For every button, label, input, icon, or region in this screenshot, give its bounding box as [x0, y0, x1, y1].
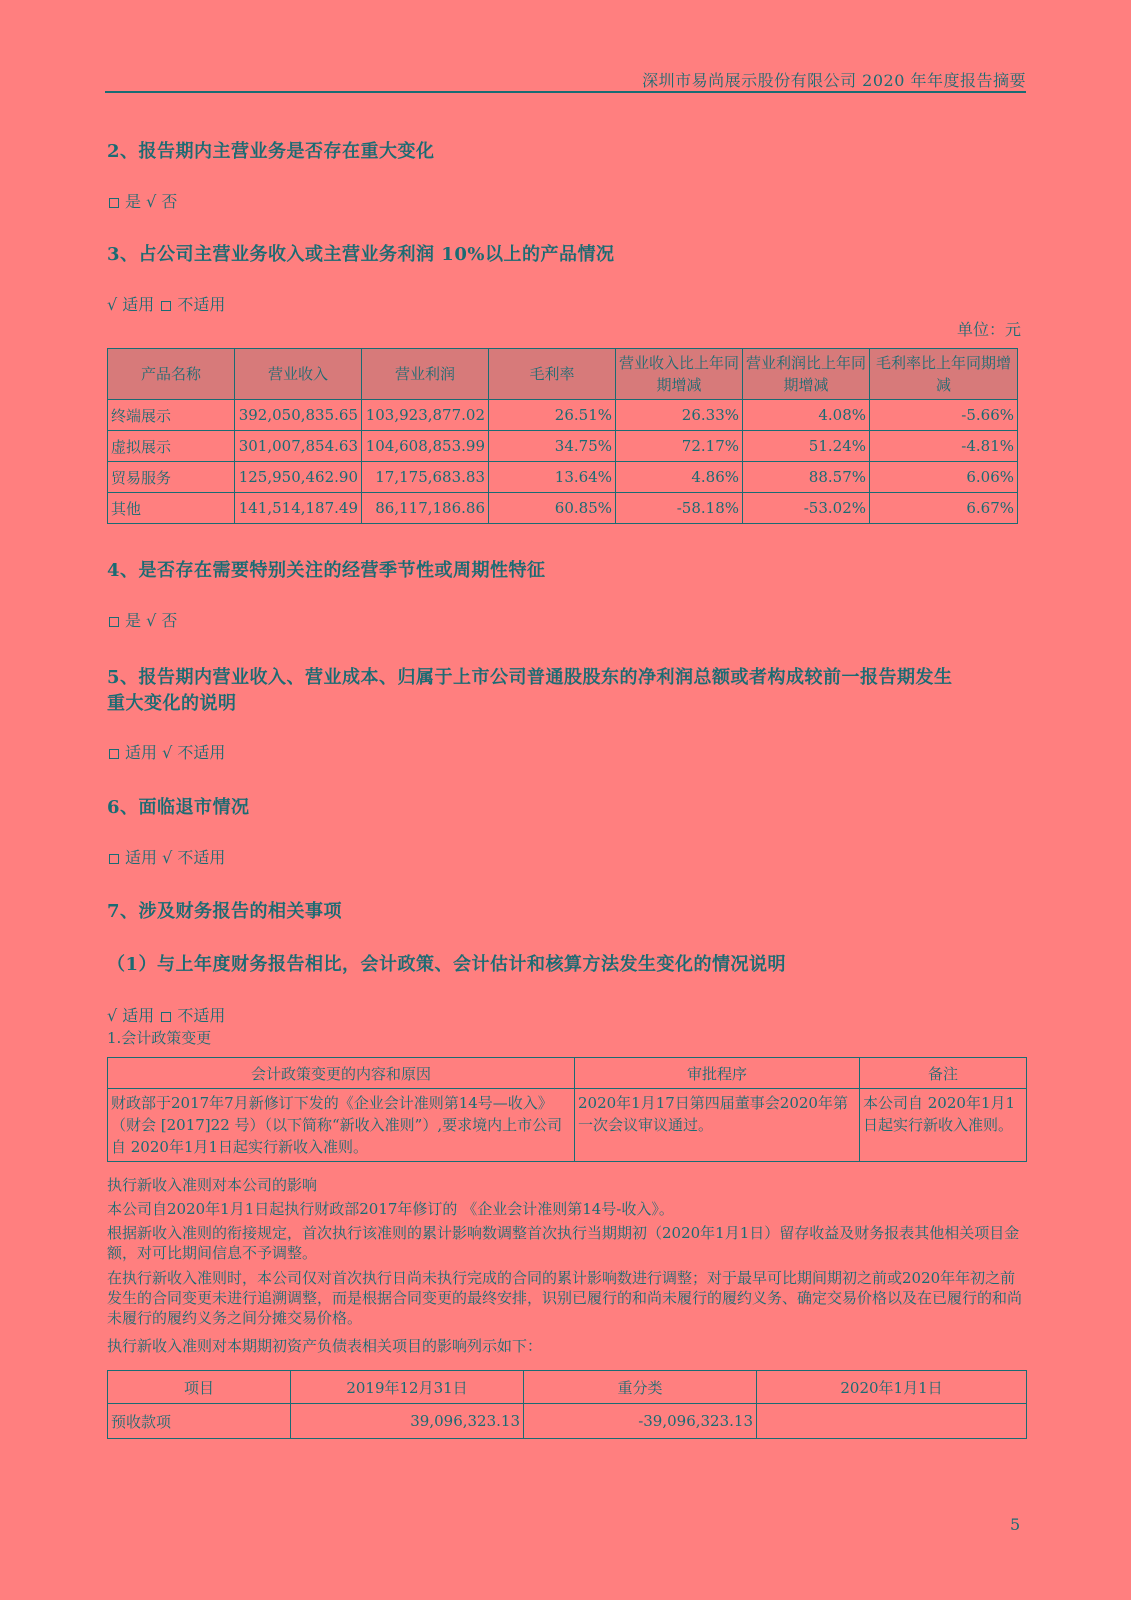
- section-7-heading: 7、涉及财务报告的相关事项: [107, 901, 343, 922]
- table-cell: 财政部于2017年7月新修订下发的《企业会计准则第14号—收入》（财会 [2017]22 号）（以下简称“新收入准则”）,要求境内上市公司自 2020年1月1日起实行新收入准则。: [108, 1089, 575, 1162]
- table-header-row: [108, 1371, 1027, 1404]
- column-header: 营业利润比上年同期增减: [743, 349, 870, 400]
- table-cell: 17,175,683.83: [362, 462, 489, 493]
- header-rule: [105, 91, 1026, 93]
- check-mark: √: [107, 1006, 118, 1025]
- table-cell: -53.02%: [743, 493, 870, 524]
- column-header: 2020年1月1日: [757, 1371, 1027, 1404]
- table-cell: 预收款项: [108, 1404, 291, 1439]
- section-2-options: 是 √ 否: [107, 189, 177, 212]
- table-cell: 6.06%: [870, 462, 1018, 493]
- page-header: 深圳市易尚展示股份有限公司 2020 年年度报告摘要: [642, 71, 1026, 90]
- column-header: 2019年12月31日: [291, 1371, 524, 1404]
- checkbox-empty: [109, 198, 119, 208]
- table-cell: 13.64%: [489, 462, 616, 493]
- item-1-label: 1.会计政策变更: [107, 1029, 212, 1047]
- checkbox-empty: [161, 1012, 171, 1022]
- column-header: 营业收入: [235, 349, 362, 400]
- impact-table: [107, 1370, 1027, 1439]
- column-header: 重分类: [524, 1371, 757, 1404]
- paragraph: 执行新收入准则对本公司的影响: [107, 1176, 318, 1194]
- column-header: 毛利率: [489, 349, 616, 400]
- table-cell: 301,007,854.63: [235, 431, 362, 462]
- check-mark: √: [162, 743, 173, 762]
- page-number: 5: [1010, 1515, 1021, 1534]
- table-header-row: [108, 1058, 1027, 1089]
- table-cell: 72.17%: [616, 431, 743, 462]
- checkbox-empty: [109, 617, 119, 627]
- table-cell: 26.33%: [616, 400, 743, 431]
- table-cell: 392,050,835.65: [235, 400, 362, 431]
- check-mark: √: [162, 848, 173, 867]
- paragraph: 执行新收入准则对本期期初资产负债表相关项目的影响列示如下：: [107, 1337, 543, 1355]
- section-2-heading: 2、报告期内主营业务是否存在重大变化: [107, 141, 435, 162]
- table-row: [108, 400, 1018, 431]
- check-mark: √: [146, 192, 157, 211]
- section-4-heading: 4、是否存在需要特别关注的经营季节性或周期性特征: [107, 560, 546, 581]
- table-cell: 88.57%: [743, 462, 870, 493]
- section-3-heading: 3、占公司主营业务收入或主营业务利润 10%以上的产品情况: [107, 244, 615, 265]
- table-cell: [757, 1404, 1027, 1439]
- check-mark: √: [107, 295, 118, 314]
- section-7-options: √ 适用 不适用: [107, 1006, 226, 1025]
- table-cell: 贸易服务: [108, 462, 235, 493]
- table-header-row: [108, 349, 1018, 400]
- table-cell: 本公司自 2020年1月1日起实行新收入准则。: [860, 1089, 1027, 1162]
- table-cell: 141,514,187.49: [235, 493, 362, 524]
- column-header: 营业利润: [362, 349, 489, 400]
- table-cell: 103,923,877.02: [362, 400, 489, 431]
- table-cell: 26.51%: [489, 400, 616, 431]
- table-cell: -58.18%: [616, 493, 743, 524]
- table-cell: 104,608,853.99: [362, 431, 489, 462]
- policy-change-table: [107, 1057, 1027, 1162]
- paragraph: 本公司自2020年1月1日起执行财政部2017年修订的 《企业会计准则第14号-收入》。: [107, 1200, 674, 1218]
- section-5-heading-line2: 重大变化的说明: [107, 693, 237, 714]
- table-cell: 4.08%: [743, 400, 870, 431]
- product-table: [107, 348, 1018, 524]
- table-cell: -4.81%: [870, 431, 1018, 462]
- paragraph: 根据新收入准则的衔接规定，首次执行该准则的累计影响数调整首次执行当期期初（2020年1月1日）留存收益及财务报表其他相关项目金额，对可比期间信息不予调整。: [107, 1224, 1020, 1262]
- section-6-options: 适用 √ 不适用: [107, 845, 225, 868]
- table-cell: 虚拟展示: [108, 431, 235, 462]
- column-header: 毛利率比上年同期增减: [870, 349, 1018, 400]
- table-cell: -39,096,323.13: [524, 1404, 757, 1439]
- table-cell: 60.85%: [489, 493, 616, 524]
- section-5-heading-line1: 5、报告期内营业收入、营业成本、归属于上市公司普通股股东的净利润总额或者构成较前一报告期发生: [107, 667, 953, 688]
- table-cell: 6.67%: [870, 493, 1018, 524]
- table-cell: 39,096,323.13: [291, 1404, 524, 1439]
- checkbox-empty: [161, 301, 171, 311]
- column-header: 产品名称: [108, 349, 235, 400]
- check-mark: √: [146, 611, 157, 630]
- table-row: [108, 462, 1018, 493]
- table-cell: 2020年1月17日第四届董事会2020年第一次会议审议通过。: [575, 1089, 860, 1162]
- column-header: 会计政策变更的内容和原因: [108, 1058, 575, 1089]
- column-header: 营业收入比上年同期增减: [616, 349, 743, 400]
- column-header: 审批程序: [575, 1058, 860, 1089]
- table-cell: -5.66%: [870, 400, 1018, 431]
- table-row: [108, 431, 1018, 462]
- table-cell: 125,950,462.90: [235, 462, 362, 493]
- column-header: 备注: [860, 1058, 1027, 1089]
- section-6-heading: 6、面临退市情况: [107, 797, 250, 818]
- table-cell: 51.24%: [743, 431, 870, 462]
- paragraph: 在执行新收入准则时，本公司仅对首次执行日尚未执行完成的合同的累计影响数进行调整；对于最早可比期间期初之前或2020年年初之前发生的合同变更未进行追溯调整，而是根据合同变更的最终安排，识别已履行的和尚未履行的履约义务、确定交易价格以及在已履行的和尚未履行的履约义务之间分摊交易价格。: [107, 1269, 1023, 1327]
- table-row: [108, 1404, 1027, 1439]
- section-3-options: √ 适用 不适用: [107, 295, 226, 314]
- table-row: [108, 1089, 1027, 1162]
- section-5-options: 适用 √ 不适用: [107, 740, 225, 763]
- checkbox-empty: [109, 749, 119, 759]
- table-cell: 86,117,186.86: [362, 493, 489, 524]
- table-row: [108, 493, 1018, 524]
- checkbox-empty: [109, 854, 119, 864]
- section-7-sub1-heading: （1）与上年度财务报告相比，会计政策、会计估计和核算方法发生变化的情况说明: [107, 954, 787, 975]
- column-header: 项目: [108, 1371, 291, 1404]
- table-cell: 其他: [108, 493, 235, 524]
- unit-label: 单位：元: [956, 320, 1021, 339]
- table-cell: 4.86%: [616, 462, 743, 493]
- table-cell: 终端展示: [108, 400, 235, 431]
- section-4-options: 是 √ 否: [107, 608, 177, 631]
- table-cell: 34.75%: [489, 431, 616, 462]
